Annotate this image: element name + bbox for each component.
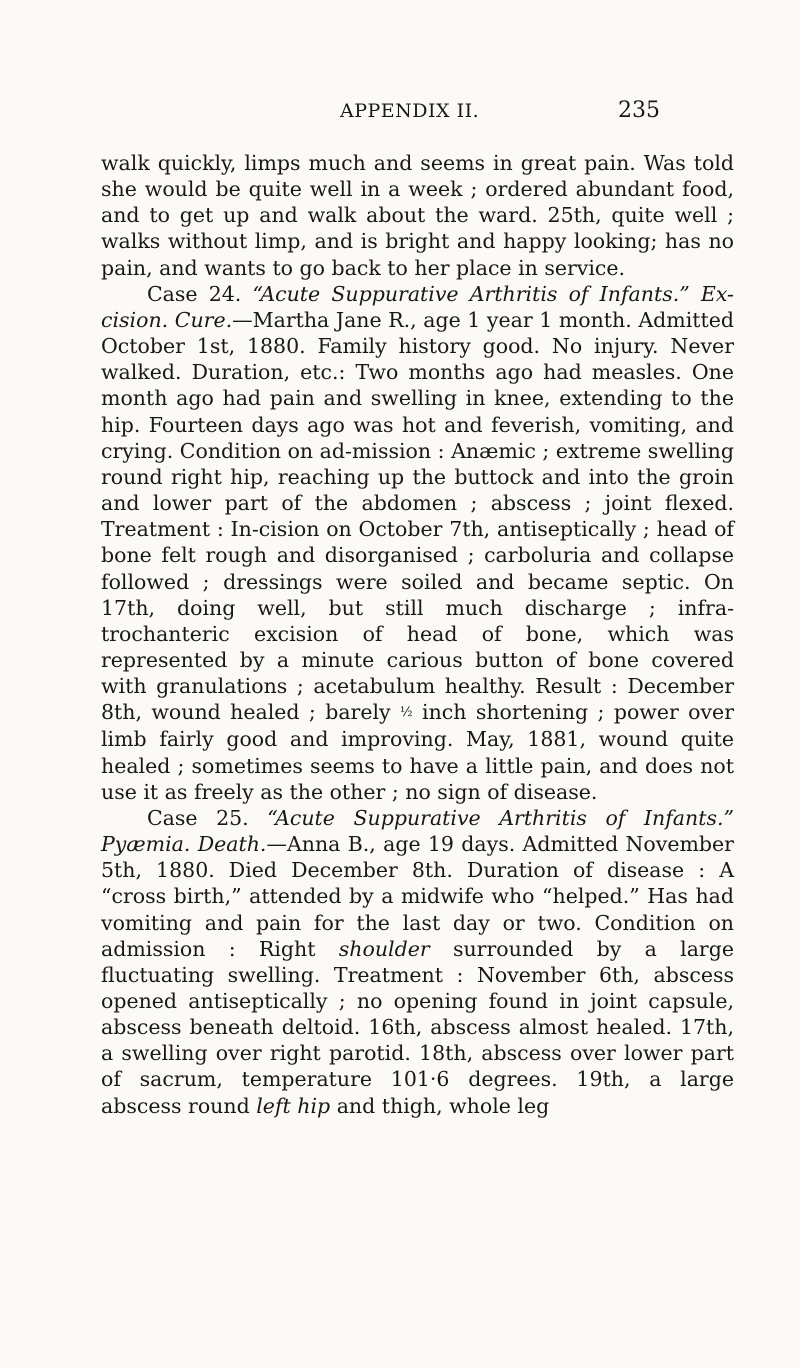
continuation-paragraph bbox=[101, 150, 734, 281]
case-24-result: Cure. bbox=[174, 307, 233, 332]
running-head bbox=[0, 100, 800, 140]
half-fraction: ½ bbox=[400, 705, 413, 721]
case-24-text-2: inch shortening ; power over limb fairly good and improving. May, 1881, wound quite healed ; sometimes seems to have a little pain, and does not use it as freely as the other ; no sign of disease. bbox=[101, 700, 734, 804]
case-25-title: “Acute Suppurative Arthritis of Infants.” bbox=[267, 805, 734, 830]
case-24-lead: Case 24. bbox=[147, 281, 242, 306]
case-25-lead: Case 25. bbox=[147, 805, 249, 830]
running-title: APPENDIX II. bbox=[340, 100, 480, 122]
page-number: 235 bbox=[618, 98, 660, 123]
continuation-text: walk quickly, limps much and seems in great pain. Was told she would be quite well in a week ; ordered abundant food, and to get up and walk about the ward. 25th, quite well ; walks without limp, and is bright and happy looking; has no pain, and wants to go back to her place in service. bbox=[101, 151, 734, 280]
case-25-paragraph bbox=[101, 805, 734, 1119]
case-25-emph-shoulder: shoulder bbox=[338, 936, 430, 961]
case-24-title: “Acute Suppurative Arthritis of Infants.” bbox=[252, 281, 690, 306]
body-text bbox=[101, 150, 734, 1119]
case-25-text-3: and thigh, whole leg bbox=[336, 1093, 550, 1118]
case-25-text-1: —Anna B., age 19 days. Admitted November 5th, 1880. Died December 8th. Duration of disease : A “cross birth,” attended by a midwife who “helped.” Has had vomiting and pain for the last day or two. Condition on admission : Right bbox=[101, 832, 734, 961]
case-24-procedure: Ex-cision. bbox=[101, 281, 734, 332]
case-25-text-2: surrounded by a large fluctuating swelling. Treatment : November 6th, abscess opened antiseptically ; no opening found in joint capsule, abscess beneath deltoid. 16th, abscess almost healed. 17th, a swelling over right parotid. 18th, abscess over lower part of sacrum, temperature 101·6 degrees. 19th, a large abscess round bbox=[101, 936, 734, 1118]
case-25-emph-left-hip: left hip bbox=[256, 1093, 331, 1118]
case-25-procedure: Pyæmia. bbox=[101, 832, 191, 857]
case-25-result: Death. bbox=[197, 832, 267, 857]
case-24-paragraph bbox=[101, 281, 734, 805]
case-24-text-1: —Martha Jane R., age 1 year 1 month. Admitted October 1st, 1880. Family history good. No injury. Never walked. Duration, etc.: Two months ago had measles. One month ago had pain and swelling in knee, extending to the hip. Fourteen days ago was hot and feverish, vomiting, and crying. Condition on ad-mission : Anæmic ; extreme swelling round right hip, reaching up the buttock and into the groin and lower part of the abdomen ; abscess ; joint flexed. Treatment : In-cision on October 7th, antiseptically ; head of bone felt rough and disorganised ; carboluria and collapse followed ; dressings were soiled and became septic. On 17th, doing well, but still much discharge ; infra-trochanteric excision of head of bone, which was represented by a minute carious button of bone covered with granulations ; acetabulum healthy. Result : December 8th, wound healed ; barely bbox=[101, 307, 734, 725]
